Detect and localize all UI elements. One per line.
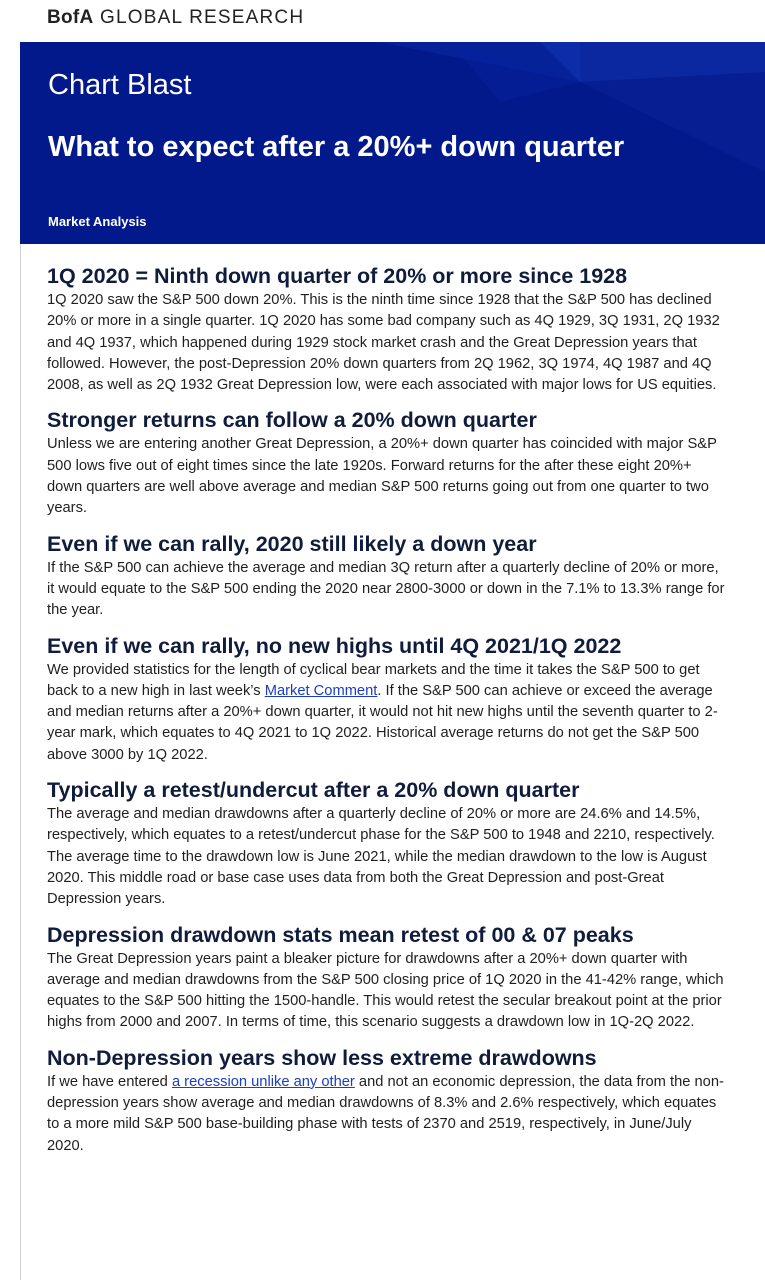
section-text-part: . If the S&P 500 can achieve or exceed the average and median returns after a 20%+ down quarter, it would not hit new highs until the seventh quarter to 2-year mark, which equates to 4Q 2021 to 1Q 2022. Historical average returns do not get the S&P 500 above 3000 by 1Q 2022. <box>47 682 718 763</box>
section-text: The average and median drawdowns after a quarterly decline of 20% or more are 24.6% and 14.5%, respectively, which equates to a retest/undercut phase for the S&P 500 to 1948 and 2210, respectively. The average time to the drawdown low is June 2021, while the median drawdown to the low is August 2020. This middle road or base case uses data from both the Great Depression and post-Great Depression years. <box>47 806 715 908</box>
section-text <box>47 660 727 766</box>
report-body <box>47 262 727 1167</box>
section-heading: Non-Depression years show less extreme drawdowns <box>47 1045 597 1070</box>
report-title: What to expect after a 20%+ down quarter <box>48 131 625 163</box>
section-heading: Even if we can rally, no new highs until 4Q 2021/1Q 2022 <box>47 633 622 658</box>
section-heading: Even if we can rally, 2020 still likely a down year <box>47 531 537 556</box>
section-text: Unless we are entering another Great Depression, a 20%+ down quarter has coincided with major S&P 500 lows five out of eight times since the late 1920s. Forward returns for the after these eight 20%+ down quarters are well above average and median S&P 500 returns going out from one quarter to two years. <box>47 436 717 517</box>
report-category: Market Analysis <box>48 214 147 229</box>
recession-link[interactable]: a recession unlike any other <box>171 1073 355 1090</box>
section-stronger-returns <box>47 406 727 519</box>
brand-name: BofA <box>47 7 94 28</box>
section-non-depression <box>47 1044 727 1157</box>
section-text-part: If we have entered <box>47 1073 172 1090</box>
section-retest-undercut <box>47 776 727 910</box>
series-title: Chart Blast <box>48 69 192 101</box>
section-depression-drawdown <box>47 921 727 1034</box>
market-comment-link[interactable]: Market Comment <box>264 682 378 699</box>
brand-division: GLOBAL RESEARCH <box>93 7 305 28</box>
section-heading: Stronger returns can follow a 20% down quarter <box>47 408 537 433</box>
section-heading: Typically a retest/undercut after a 20% down quarter <box>47 778 580 803</box>
section-heading: Depression drawdown stats mean retest of 00 & 07 peaks <box>47 922 634 947</box>
brand-logo <box>47 7 304 29</box>
top-bar <box>0 0 765 42</box>
section-text <box>47 1072 727 1157</box>
title-banner <box>20 42 765 244</box>
section-ninth-down-quarter <box>47 262 727 396</box>
section-text: If the S&P 500 can achieve the average and median 3Q return after a quarterly decline of 20% or more, it would equate to the S&P 500 ending the 2020 near 2800-3000 or down in the 7.1% to 13.3% range for the year. <box>47 559 725 619</box>
section-text-part: We provided statistics for the length of cyclical bear markets and the time it takes the S&P 500 to get back to a new high in last week’s <box>47 661 700 699</box>
section-down-year <box>47 530 727 622</box>
section-text-part: and not an economic depression, the data from the non-depression years show average and median drawdowns of 8.3% and 2.6% respectively, which equates to a more mild S&P 500 base-building phase with tests of 2370 and 2519, respectively, in June/July 2020. <box>47 1073 724 1154</box>
section-text: 1Q 2020 saw the S&P 500 down 20%. This is the ninth time since 1928 that the S&P 500 has declined 20% or more in a single quarter. 1Q 2020 has some bad company such as 4Q 1929, 3Q 1931, 2Q 1932 and 4Q 1937, which happened during 1929 stock market crash and the Great Depression years that followed. However, the post-Depression 20% down quarters from 2Q 1962, 3Q 1974, 4Q 1987 and 4Q 2008, as well as 2Q 1932 Great Depression low, were each associated with major lows for US equities. <box>47 292 720 394</box>
section-no-new-highs <box>47 632 727 766</box>
section-text: The Great Depression years paint a bleaker picture for drawdowns after a 20%+ down quarter with average and median drawdowns from the S&P 500 closing price of 1Q 2020 in the 41-42% range, which equates to the S&P 500 hitting the 1500-handle. This would retest the secular breakout point at the prior highs from 2000 and 2007. In terms of time, this scenario suggests a drawdown low in 1Q-2Q 2022. <box>47 950 724 1031</box>
section-heading: 1Q 2020 = Ninth down quarter of 20% or more since 1928 <box>47 264 628 288</box>
